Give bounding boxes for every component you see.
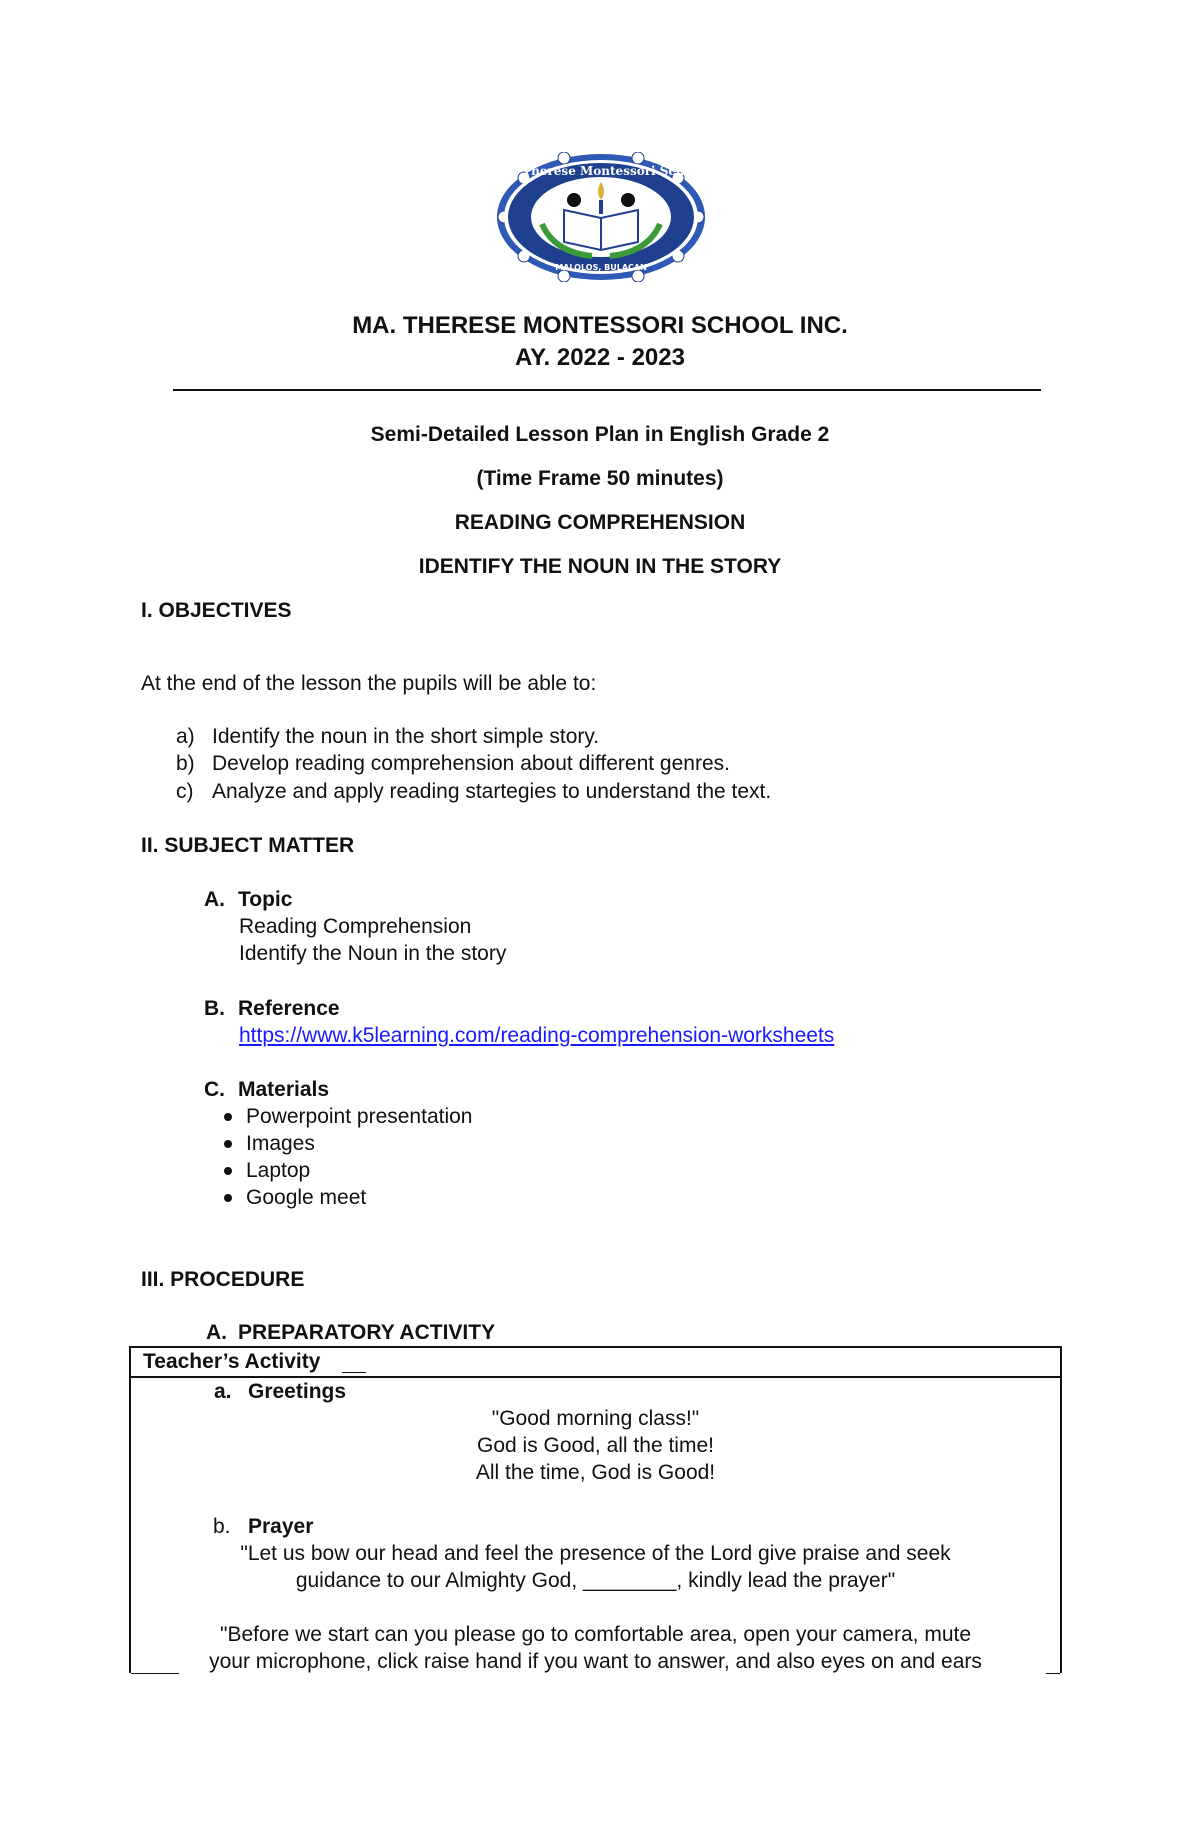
subject-matter-heading: II. SUBJECT MATTER [141,834,355,857]
svg-text:1991: 1991 [593,257,609,264]
bullet-icon [224,1113,232,1121]
objectives-heading: I. OBJECTIVES [141,599,292,622]
greetings-label: a. [214,1380,232,1403]
preparatory-label: A. [206,1321,227,1344]
objective-label: b) [176,752,195,775]
school-seal-logo [494,152,708,282]
instruction-line: your microphone, click raise hand if you want to answer, and also eyes on and ears [209,1650,982,1673]
material-item [246,1184,366,1211]
instruction-line: "Before we start can you please go to comfortable area, open your camera, mute [219,1623,972,1646]
prayer-label: b. [213,1515,231,1538]
materials-title: Materials [238,1078,330,1101]
academic-year: AY. 2022 - 2023 [515,344,685,371]
svg-text:Ma Therese Montessori School: Ma Therese Montessori School [496,164,706,178]
procedure-heading: III. PROCEDURE [141,1268,305,1291]
svg-text:MALOLOS, BULACAN: MALOLOS, BULACAN [555,263,647,272]
preparatory-title: PREPARATORY ACTIVITY [238,1321,496,1344]
objectives-intro: At the end of the lesson the pupils will be able to: [141,672,597,695]
prayer-line: "Let us bow our head and feel the presence of the Lord give praise and seek [240,1542,951,1565]
prayer-line: guidance to our Almighty God, ________, kindly lead the prayer" [295,1569,896,1592]
material-item [246,1130,315,1157]
objective-text: Analyze and apply reading startegies to understand the text. [212,780,772,803]
bullet-icon [224,1167,232,1175]
lesson-subtitle: IDENTIFY THE NOUN IN THE STORY [418,555,782,578]
materials-subheading [204,1076,329,1103]
preparatory-activity-heading [206,1319,495,1346]
header-divider [173,389,1041,391]
greetings-heading [214,1378,346,1405]
prayer-title: Prayer [248,1515,314,1538]
table-bottom-rule [1046,1673,1060,1674]
reference-title: Reference [238,997,340,1020]
topic-line: Identify the Noun in the story [239,942,507,965]
topic-subheading [204,886,292,913]
table-bottom-rule [131,1673,179,1674]
objective-label: c) [176,780,194,803]
material-item [246,1103,472,1130]
reference-label: B. [204,997,225,1020]
objective-text: Identify the noun in the short simple story. [212,725,600,748]
topic-heading: READING COMPREHENSION [454,511,746,534]
reference-link[interactable]: https://www.k5learning.com/reading-comprehension-worksheets [239,1024,835,1047]
header-underline [342,1372,366,1373]
greeting-line: "Good morning class!" [491,1407,700,1430]
prayer-heading [213,1513,313,1540]
objective-label: a) [176,725,195,748]
material-text: Laptop [246,1159,311,1182]
materials-label: C. [204,1078,225,1101]
reference-subheading [204,995,340,1022]
material-text: Powerpoint presentation [246,1105,473,1128]
objective-item [176,750,730,777]
objective-item [176,778,771,805]
objective-text: Develop reading comprehension about different genres. [212,752,730,775]
material-text: Images [246,1132,315,1155]
greeting-line: God is Good, all the time! [477,1434,714,1457]
time-frame: (Time Frame 50 minutes) [476,467,724,490]
topic-label: A. [204,888,225,911]
teacher-activity-table [129,1346,1062,1673]
reference-line [239,1022,834,1049]
objective-item [176,723,599,750]
bullet-icon [224,1140,232,1148]
greetings-title: Greetings [248,1380,347,1403]
topic-title: Topic [238,888,293,911]
material-item [246,1157,310,1184]
bullet-icon [224,1194,232,1202]
table-column-header: Teacher’s Activity [143,1350,321,1373]
lesson-plan-title: Semi-Detailed Lesson Plan in English Grade 2 [370,423,830,446]
greeting-line: All the time, God is Good! [475,1461,716,1484]
topic-line: Reading Comprehension [239,915,472,938]
school-name: MA. THERESE MONTESSORI SCHOOL INC. [352,312,848,339]
material-text: Google meet [246,1186,367,1209]
